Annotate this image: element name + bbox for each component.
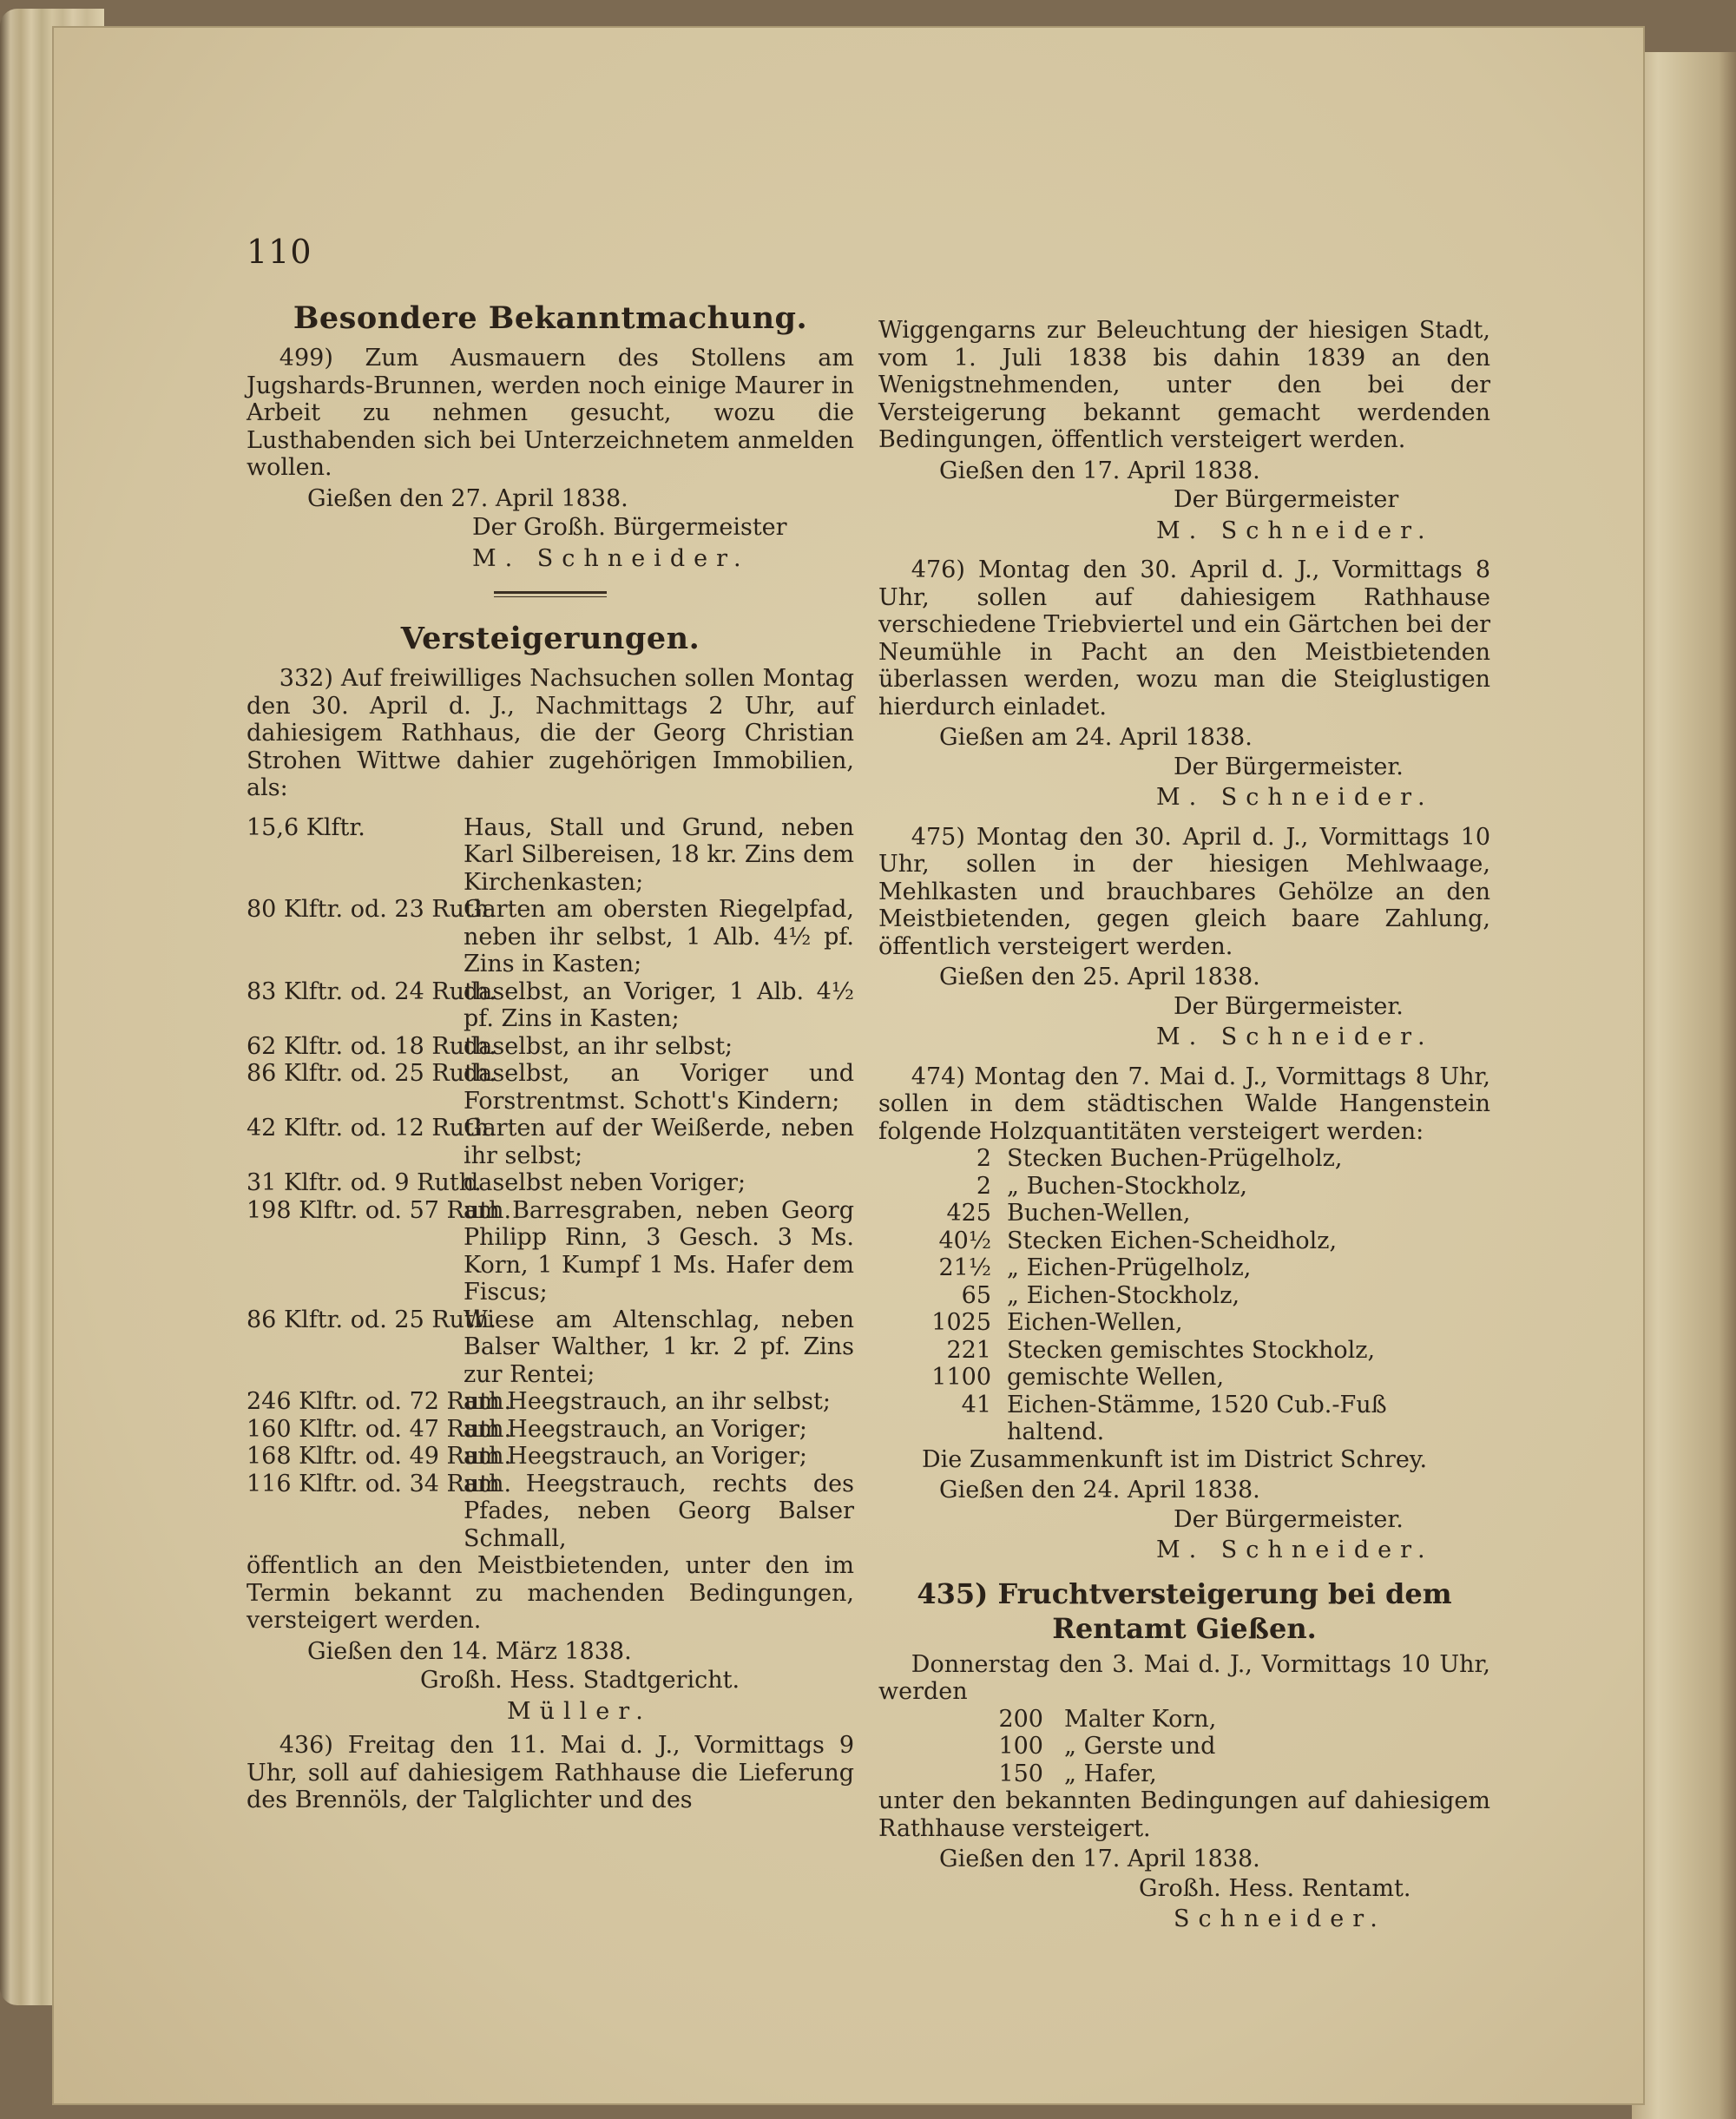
notice-499-place-date: Gießen den 27. April 1838. [307, 484, 628, 512]
wood-item [878, 1337, 1490, 1365]
property-measure: 86 Klftr. od. 25 Ruth. [247, 1306, 496, 1333]
facing-page-edge [1632, 52, 1736, 2119]
grain-item [878, 1760, 1490, 1788]
notice-435-heading [878, 1576, 1490, 1646]
notice-435-closing: unter den bekannten Bedingungen auf dahiesigem Rathhause versteigert. [878, 1787, 1490, 1842]
property-description: Garten am obersten Riegelpfad, neben ihr selbst, 1 Alb. 4½ pf. Zins in Kasten; [464, 896, 854, 977]
wood-description: Eichen-Wellen, [1007, 1309, 1183, 1336]
notice-435-heading-line1: 435) Fruchtversteigerung bei dem [917, 1576, 1452, 1610]
property-description: am Heegstrauch, an Voriger; [464, 1415, 807, 1443]
notice-436-text: 436) Freitag den 11. Mai d. J., Vormittags 9 Uhr, soll auf dahiesigem Rathhause die Lieferung des Brennöls, der Talglichter und des [247, 1732, 854, 1813]
property-description: Haus, Stall und Grund, neben Karl Silbereisen, 18 kr. Zins dem Kirchenkasten; [464, 813, 854, 896]
property-measure: 15,6 Klftr. [247, 813, 365, 841]
property-item [247, 1060, 854, 1115]
property-item [247, 1197, 854, 1306]
wood-quantity: 40½ [938, 1227, 991, 1254]
notice-332-intro: 332) Auf freiwilliges Nachsuchen sollen Montag den 30. April d. J., Nachmittags 2 Uhr, auf dahiesigem Rathhaus, die der Georg Christian Strohen Wittwe dahier zugehörigen Immobilien, als: [247, 665, 854, 801]
wood-item [878, 1145, 1490, 1173]
wood-quantity: 1025 [931, 1309, 991, 1336]
wood-quantity: 221 [946, 1336, 991, 1364]
property-item [247, 1416, 854, 1444]
page-number: 110 [247, 233, 312, 271]
notice-476-place-date: Gießen am 24. April 1838. [939, 724, 1253, 751]
grain-description: Malter Korn, [1064, 1705, 1217, 1733]
wood-description: Stecken gemischtes Stockholz, [1007, 1336, 1376, 1364]
notice-332-office: Großh. Hess. Stadtgericht. [420, 1667, 740, 1694]
property-item [247, 1306, 854, 1389]
property-measure: 31 Klftr. od. 9 Ruth. [247, 1169, 482, 1196]
notice-476-signature: M. Schneider. [1156, 784, 1434, 811]
heading-besondere-bekanntmachung: Besondere Bekanntmachung. [293, 300, 808, 336]
property-item [247, 978, 854, 1033]
grain-description: „ Hafer, [1064, 1760, 1157, 1787]
notice-435-place-date: Gießen den 17. April 1838. [939, 1846, 1260, 1872]
wood-description: Stecken Buchen-Prügelholz, [1007, 1145, 1343, 1172]
property-item [247, 1115, 854, 1169]
property-measure: 86 Klftr. od. 25 Ruth. [247, 1060, 496, 1087]
notice-436-continuation: Wiggengarns zur Beleuchtung der hiesigen Stadt, vom 1. Juli 1838 bis dahin 1839 an den Wenigstnehmenden, unter den bei der Versteigerung bekannt gemacht werdenden Bedingungen, öffentlich versteigert werden. [878, 317, 1490, 453]
notice-332-closing: öffentlich an den Meistbietenden, unter den im Termin bekannt zu machenden Bedingungen, versteigert werden. [247, 1552, 854, 1634]
property-item [247, 1471, 854, 1553]
notice-436-signature: M. Schneider. [1156, 517, 1434, 544]
wood-description: „ Buchen-Stockholz, [1007, 1172, 1247, 1200]
notice-499-text: 499) Zum Ausmauern des Stollens am Jugshards-Brunnen, werden noch einige Maurer in Arbeit zu nehmen gesucht, wozu die Lusthabenden sich bei Unterzeichnetem anmelden wollen. [247, 345, 854, 481]
wood-description: „ Eichen-Stockholz, [1007, 1281, 1240, 1309]
notice-475-office: Der Bürgermeister. [1174, 992, 1404, 1020]
property-item [247, 1443, 854, 1471]
property-description: daselbst, an Voriger und Forstrentmst. Schott's Kindern; [464, 1060, 854, 1115]
wood-item [878, 1282, 1490, 1310]
property-description: daselbst, an ihr selbst; [464, 1032, 733, 1060]
grain-item [878, 1706, 1490, 1734]
wood-quantity: 65 [961, 1281, 991, 1309]
notice-332-signature: Müller. [507, 1697, 652, 1725]
wood-quantity: 2 [976, 1172, 991, 1200]
property-description: am Heegstrauch, rechts des Pfades, neben Georg Balser Schmall, [464, 1470, 854, 1552]
notice-332-place-date: Gießen den 14. März 1838. [307, 1637, 632, 1665]
property-measure: 198 Klftr. od. 57 Ruth. [247, 1196, 512, 1224]
property-item [247, 1388, 854, 1416]
property-description: am Barresgraben, neben Georg Philipp Rinn, 3 Gesch. 3 Ms. Korn, 1 Kumpf 1 Ms. Hafer dem Fiscus; [464, 1196, 854, 1306]
wood-item [878, 1364, 1490, 1392]
notice-436-place-date: Gießen den 17. April 1838. [939, 457, 1260, 484]
wood-quantity: 2 [976, 1145, 991, 1172]
property-measure: 168 Klftr. od. 49 Ruth. [247, 1443, 512, 1470]
notice-499-signature: M. Schneider. [472, 544, 750, 572]
grain-quantity: 100 [998, 1733, 1043, 1760]
property-description: am Heegstrauch, an ihr selbst; [464, 1388, 831, 1415]
property-description: Garten auf der Weißerde, neben ihr selbst; [464, 1115, 854, 1169]
property-measure: 80 Klftr. od. 23 Ruth. [247, 896, 496, 923]
property-item [247, 814, 854, 897]
notice-436-office: Der Bürgermeister [1174, 486, 1399, 513]
wood-quantity: 425 [946, 1200, 991, 1227]
wood-item [878, 1392, 1490, 1446]
property-measure: 116 Klftr. od. 34 Ruth. [247, 1470, 512, 1497]
wood-description: Stecken Eichen-Scheidholz, [1007, 1227, 1338, 1254]
property-description: daselbst neben Voriger; [464, 1169, 746, 1196]
grain-quantity: 150 [998, 1760, 1043, 1787]
wood-description: Eichen-Stämme, 1520 Cub.-Fuß haltend. [1007, 1391, 1387, 1445]
grain-description: „ Gerste und [1064, 1733, 1216, 1760]
wood-item [878, 1227, 1490, 1255]
notice-474-intro: 474) Montag den 7. Mai d. J., Vormittags 8 Uhr, sollen in dem städtischen Walde Hangenstein folgende Holzquantitäten versteigert werden: [878, 1063, 1490, 1145]
property-description: daselbst, an Voriger, 1 Alb. 4½ pf. Zins in Kasten; [464, 977, 854, 1032]
wood-quantity: 1100 [931, 1364, 991, 1391]
wood-description: „ Eichen-Prügelholz, [1007, 1254, 1252, 1281]
notice-474-office: Der Bürgermeister. [1174, 1505, 1404, 1533]
notice-475-place-date: Gießen den 25. April 1838. [939, 964, 1260, 990]
wood-description: gemischte Wellen, [1007, 1364, 1225, 1391]
grain-item [878, 1733, 1490, 1760]
property-description: Wiese am Altenschlag, neben Balser Walther, 1 kr. 2 pf. Zins zur Rentei; [464, 1306, 854, 1388]
property-description: am Heegstrauch, an Voriger; [464, 1443, 807, 1470]
notice-435-intro: Donnerstag den 3. Mai d. J., Vormittags 10 Uhr, werden [878, 1650, 1490, 1705]
wood-item [878, 1173, 1490, 1201]
notice-475-text: 475) Montag den 30. April d. J., Vormittags 10 Uhr, sollen in der hiesigen Mehlwaage, Mehlkasten und brauchbares Gehölze an den Meistbietenden, gegen gleich baare Zahlung, öffentlich versteigert werden. [878, 823, 1490, 960]
wood-item [878, 1200, 1490, 1227]
property-list [247, 814, 854, 1553]
notice-474-place-date: Gießen den 24. April 1838. [939, 1477, 1260, 1504]
notice-435-heading-line2: Rentamt Gießen. [1052, 1611, 1317, 1645]
property-item [247, 1033, 854, 1061]
grain-list [878, 1706, 1490, 1788]
property-measure: 62 Klftr. od. 18 Ruth. [247, 1032, 496, 1060]
property-measure: 83 Klftr. od. 24 Ruth. [247, 977, 496, 1005]
property-measure: 246 Klftr. od. 72 Ruth. [247, 1388, 512, 1415]
wood-quantity: 41 [961, 1391, 991, 1418]
notice-476-text: 476) Montag den 30. April d. J., Vormittags 8 Uhr, sollen auf dahiesigem Rathhause verschiedene Triebviertel und ein Gärtchen bei der Neumühle in Pacht an den Meistbietenden überlassen werden, wozu man die Steiglustigen hierdurch einladet. [878, 556, 1490, 721]
notice-475-signature: M. Schneider. [1156, 1023, 1434, 1050]
wood-item [878, 1309, 1490, 1337]
notice-499-office: Der Großh. Bürgermeister [472, 514, 787, 541]
heading-versteigerungen: Versteigerungen. [400, 621, 700, 656]
property-measure: 42 Klftr. od. 12 Ruth. [247, 1115, 496, 1142]
wood-description: Buchen-Wellen, [1007, 1200, 1191, 1227]
right-column [878, 317, 1490, 1945]
notice-435-signature: Schneider. [1174, 1905, 1386, 1932]
wood-list [878, 1145, 1490, 1446]
property-item [247, 1169, 854, 1197]
grain-quantity: 200 [998, 1705, 1043, 1733]
notice-474-signature: M. Schneider. [1156, 1537, 1434, 1563]
wood-item [878, 1254, 1490, 1282]
wood-quantity: 21½ [938, 1254, 991, 1281]
notice-476-office: Der Bürgermeister. [1174, 753, 1404, 780]
property-item [247, 896, 854, 978]
notice-474-meeting: Die Zusammenkunft ist im District Schrey. [922, 1445, 1428, 1473]
notice-435-office: Großh. Hess. Rentamt. [1139, 1874, 1411, 1902]
section-divider [494, 591, 607, 597]
left-column [247, 299, 854, 1814]
property-measure: 160 Klftr. od. 47 Ruth. [247, 1415, 512, 1443]
